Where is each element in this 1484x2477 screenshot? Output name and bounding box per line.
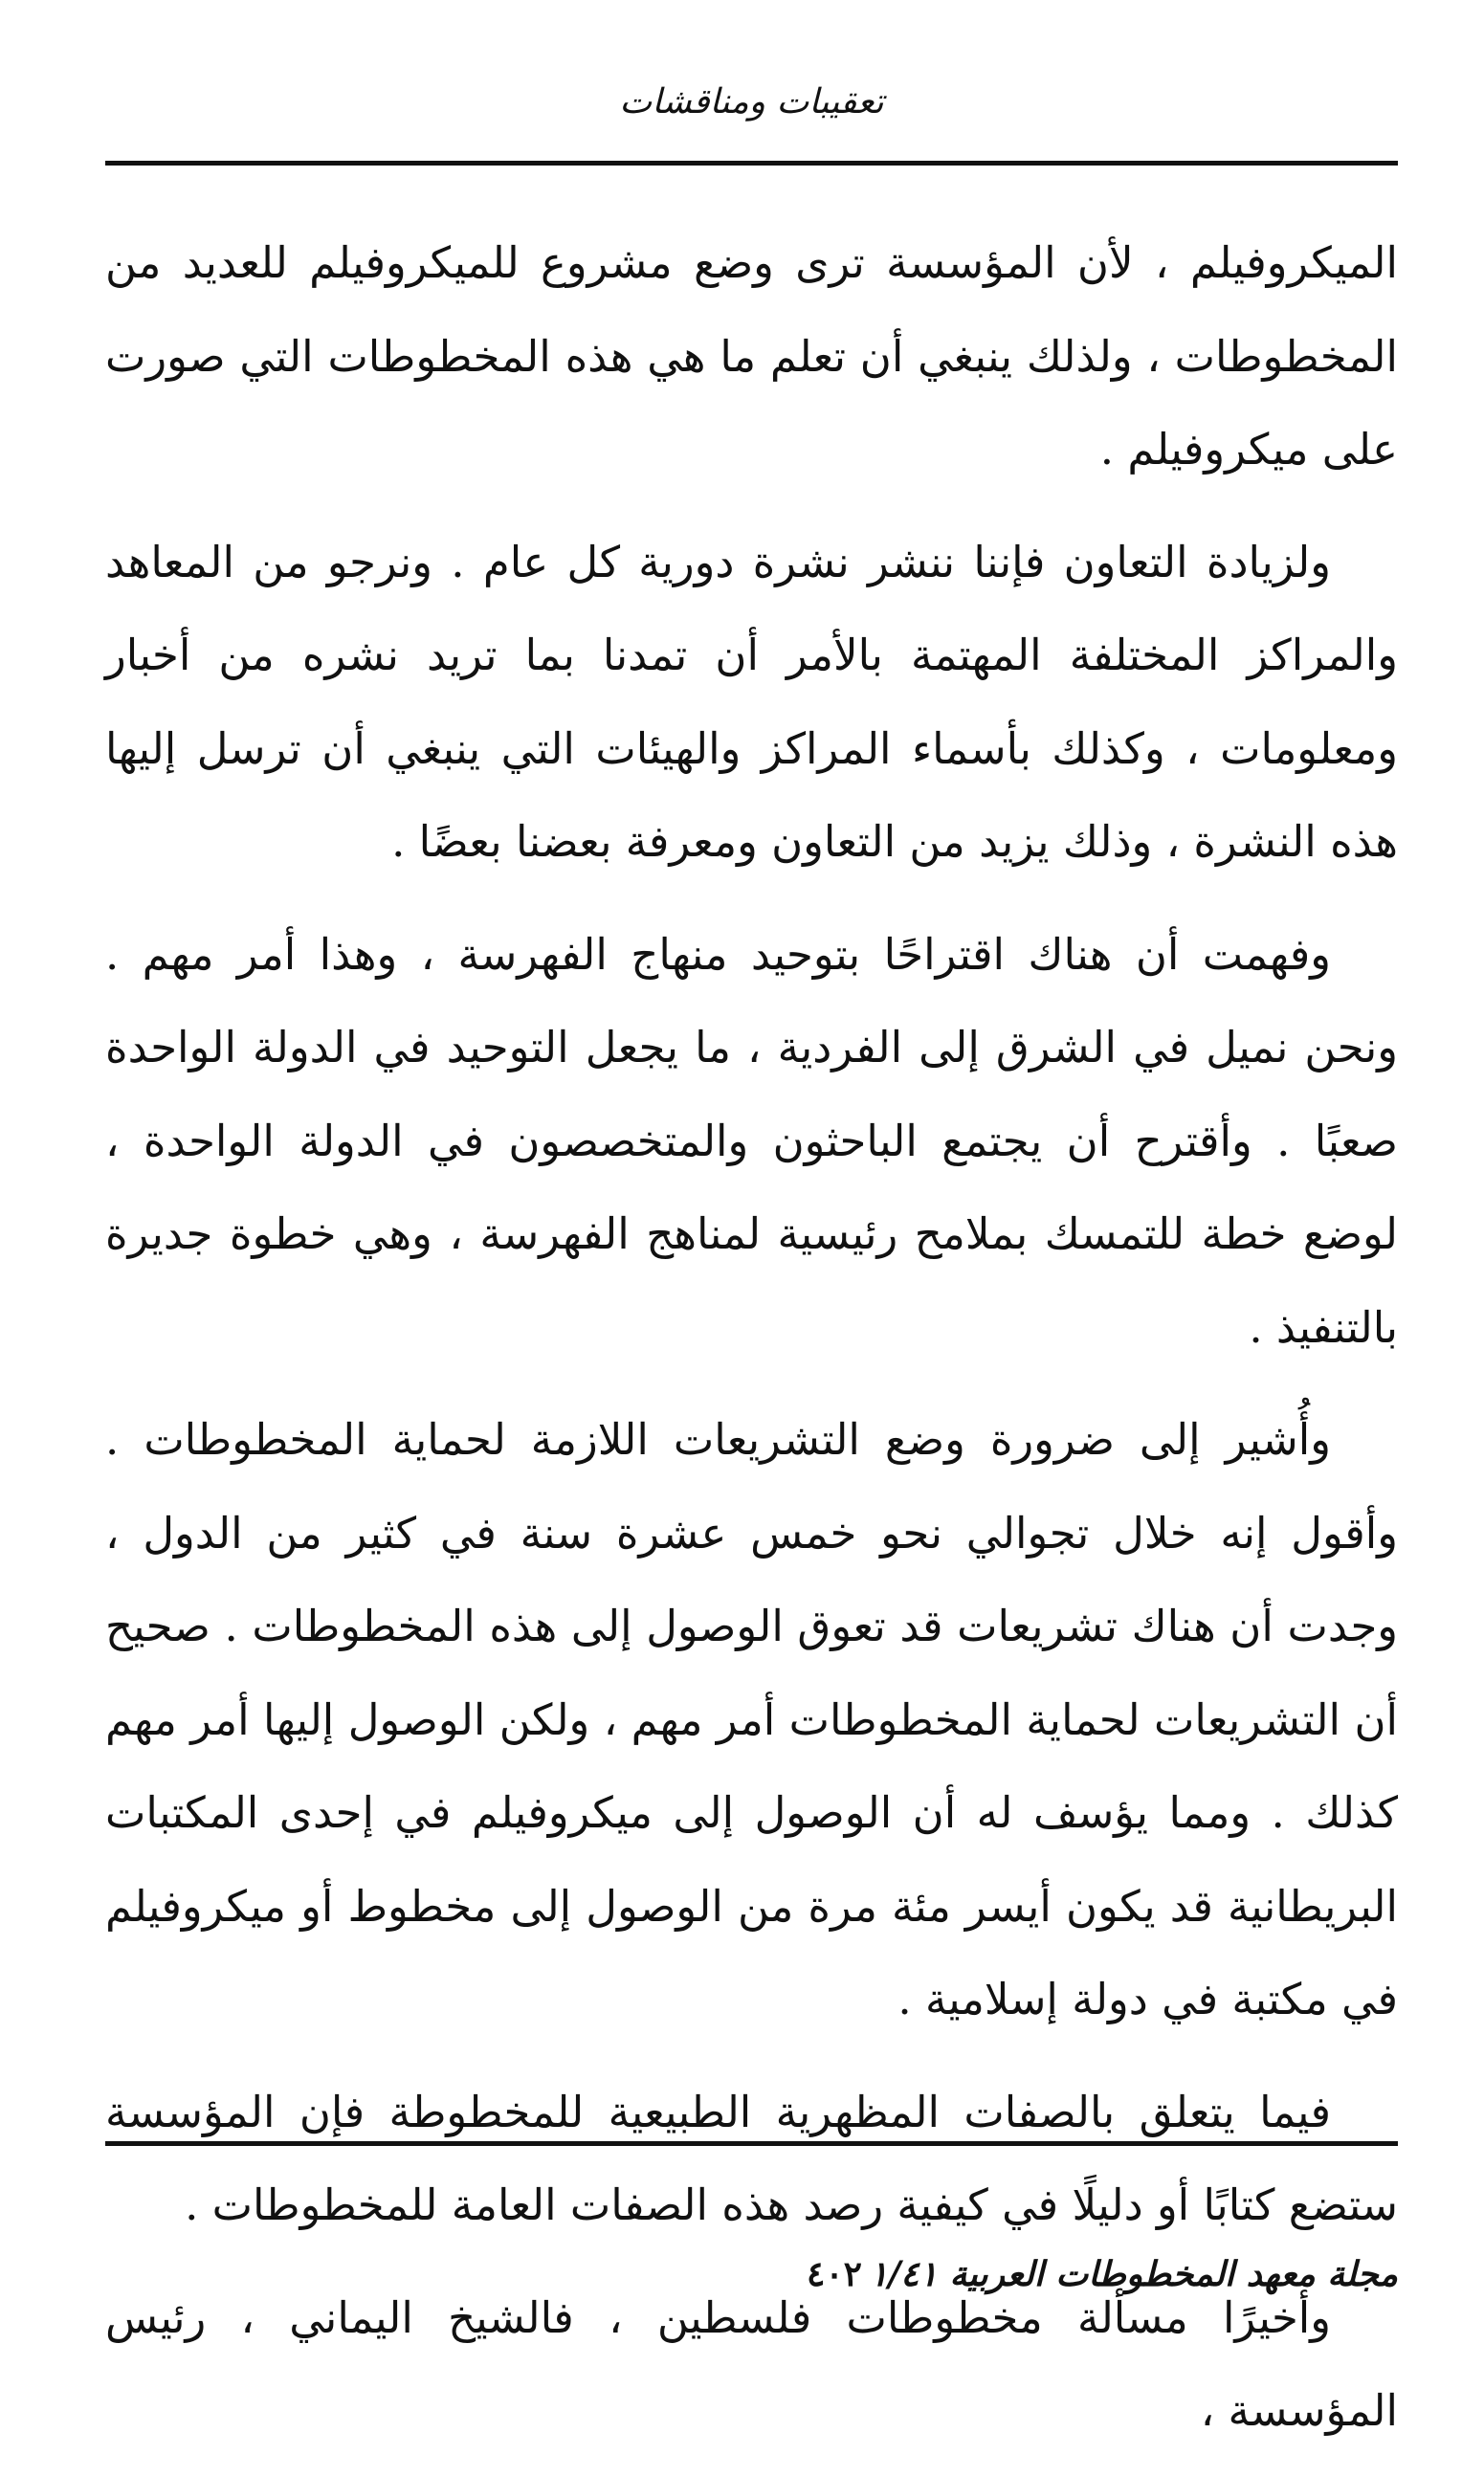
body-text (105, 216, 1398, 2477)
running-header-title: تعقيبات ومناقشات (619, 82, 884, 122)
page-footer (105, 2250, 1398, 2298)
paragraph-6: وأخيرًا مسألة مخطوطات فلسطين ، فالشيخ اليماني ، رئيس المؤسسة ، (105, 2291, 1398, 2436)
paragraph-5: فيما يتعلق بالصفات المظهرية الطبيعية للمخطوطة فإن المؤسسة ستضع كتابًا أو دليلًا في كيفية رصد هذه الصفات العامة للمخطوطات . (105, 2086, 1398, 2230)
header-rule (105, 161, 1398, 166)
paragraph-3: وفهمت أن هناك اقتراحًا بتوحيد منهاج الفهرسة ، وهذا أمر مهم . ونحن نميل في الشرق إلى الفردية ، ما يجعل التوحيد في الدولة الواحدة صعبًا . وأقترح أن يجتمع الباحثون والمتخصصون في الدولة الواحدة ، لوضع خطة للتمسك بملامح رئيسية لمناهج الفهرسة ، وهي خطوة جديرة بالتنفيذ . (105, 928, 1398, 1353)
journal-citation: مجلة معهد المخطوطات العربية ١/٤١ (869, 2254, 1398, 2294)
paragraph-2: ولزيادة التعاون فإننا ننشر نشرة دورية كل عام . ونرجو من المعاهد والمراكز المختلفة المهتمة بالأمر أن تمدنا بما تريد نشره من أخبار ومعلومات ، وكذلك بأسماء المراكز والهيئات التي ينبغي أن ترسل إليها هذه النشرة ، وذلك يزيد من التعاون ومعرفة بعضنا بعضًا . (105, 536, 1398, 867)
paragraph-1: الميكروفيلم ، لأن المؤسسة ترى وضع مشروع للميكروفيلم للعديد من المخطوطات ، ولذلك ينبغي أن تعلم ما هي هذه المخطوطات التي صورت على ميكروفيلم . (105, 237, 1398, 475)
page-number: ٤٠٢ (806, 2254, 862, 2294)
footer-rule (105, 2141, 1398, 2146)
paragraph-4: وأُشير إلى ضرورة وضع التشريعات اللازمة لحماية المخطوطات . وأقول إنه خلال تجوالي نحو خمس عشرة سنة في كثير من الدول ، وجدت أن هناك تشريعات قد تعوق الوصول إلى هذه المخطوطات . صحيح أن التشريعات لحماية المخطوطات أمر مهم ، ولكن الوصول إليها أمر مهم كذلك . ومما يؤسف له أن الوصول إلى ميكروفيلم في إحدى المكتبات البريطانية قد يكون أيسر مئة مرة من الوصول إلى مخطوط أو ميكروفيلم في مكتبة في دولة إسلامية . (105, 1414, 1398, 2024)
